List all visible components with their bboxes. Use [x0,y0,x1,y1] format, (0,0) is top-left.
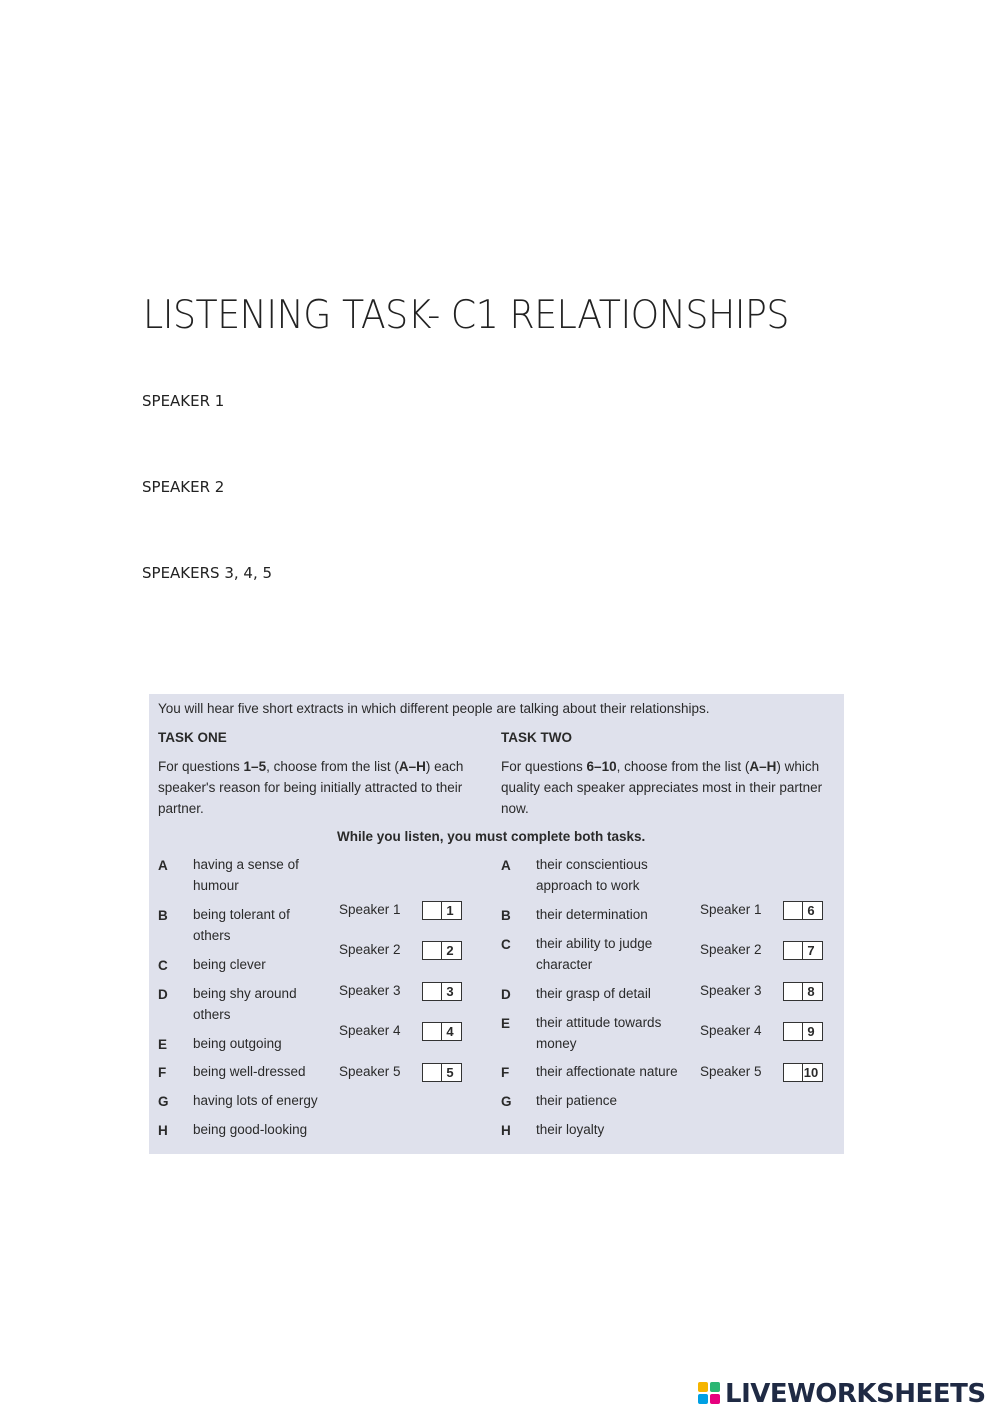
task-intro: You will hear five short extracts in which different people are talking about their relationships. [158,701,710,716]
liveworksheets-logo-icon [698,1382,722,1406]
task-two-option-f: their affectionate nature [536,1064,678,1079]
task-two-speaker-5-label: Speaker 5 [700,1064,762,1079]
answer-box-3[interactable]: 3 [422,982,462,1001]
liveworksheets-logo[interactable] [698,1377,986,1411]
task-one-option-a: having a sense of humour [193,857,299,893]
task-two-option-g: their patience [536,1093,618,1108]
task-two-option-e-letter: E [501,1016,511,1031]
task-two-option-e: their attitude towards money [536,1015,662,1051]
task-one-option-b-letter: B [158,908,168,923]
task-two-option-b: their determination [536,907,648,922]
answer-box-7[interactable]: 7 [783,941,823,960]
task-two-option-a-letter: A [501,858,511,873]
task-one-speaker-2-label: Speaker 2 [339,942,401,957]
task-two-heading: TASK TWO [501,730,572,745]
answer-box-8[interactable]: 8 [783,982,823,1001]
task-two-option-f-letter: F [501,1065,510,1080]
task-one-option-b: being tolerant of others [193,907,290,943]
task-one-speaker-1-label: Speaker 1 [339,902,401,917]
answer-box-4[interactable]: 4 [422,1022,462,1041]
speakers-3-4-5-label: SPEAKERS 3, 4, 5 [142,564,273,582]
liveworksheets-logo-text: LIVEWORKSHEETS [725,1379,986,1409]
task-two-instruction-line-2: quality each speaker appreciates most in their partner [501,780,823,795]
task-two-instruction-line-3: now. [501,801,529,816]
task-two-option-c: their ability to judge character [536,936,653,972]
task-two-option-h: their loyalty [536,1122,605,1137]
task-one-option-d: being shy around others [193,986,297,1022]
task-one-option-d-letter: D [158,987,168,1002]
task-one-instruction-line-2: speaker's reason for being initially attracted to their [158,780,463,795]
answer-box-5[interactable]: 5 [422,1063,462,1082]
task-two-instructions [501,756,822,819]
task-one-speaker-5-label: Speaker 5 [339,1064,401,1079]
task-one-option-g-letter: G [158,1094,169,1109]
task-two-option-g-letter: G [501,1094,512,1109]
task-one-instruction-line-1: For questions 1–5, choose from the list (A–H) each [158,759,464,774]
page-title: LISTENING TASK- C1 RELATIONSHIPS [143,293,789,338]
task-one-option-e: being outgoing [193,1036,282,1051]
task-one-option-a-letter: A [158,858,168,873]
task-one-option-c: being clever [193,957,266,972]
task-one-speaker-3-label: Speaker 3 [339,983,401,998]
answer-box-1[interactable]: 1 [422,901,462,920]
task-one-option-c-letter: C [158,958,168,973]
task-one-heading: TASK ONE [158,730,227,745]
task-one-option-h: being good-looking [193,1122,308,1137]
task-one-option-f: being well-dressed [193,1064,306,1079]
task-two-instruction-line-1: For questions 6–10, choose from the list (A–H) which [501,759,820,774]
answer-box-6[interactable]: 6 [783,901,823,920]
task-one-option-h-letter: H [158,1123,168,1138]
task-one-option-f-letter: F [158,1065,167,1080]
speaker-1-label: SPEAKER 1 [142,392,225,410]
task-one-instructions [158,756,463,819]
task-two-option-b-letter: B [501,908,511,923]
task-two-option-h-letter: H [501,1123,511,1138]
task-two-option-c-letter: C [501,937,511,952]
speaker-2-label: SPEAKER 2 [142,478,225,496]
task-one-option-e-letter: E [158,1037,168,1052]
listen-note: While you listen, you must complete both tasks. [337,829,646,844]
task-one-instruction-line-3: partner. [158,801,204,816]
task-two-option-d-letter: D [501,987,511,1002]
task-two-speaker-1-label: Speaker 1 [700,902,762,917]
task-one-speaker-4-label: Speaker 4 [339,1023,401,1038]
task-two-option-d: their grasp of detail [536,986,651,1001]
task-two-speaker-4-label: Speaker 4 [700,1023,762,1038]
answer-box-2[interactable]: 2 [422,941,462,960]
task-two-speaker-3-label: Speaker 3 [700,983,762,998]
task-one-option-g: having lots of energy [193,1093,318,1108]
exam-task-box [149,694,844,1154]
task-two-option-a: their conscientious approach to work [536,857,648,893]
answer-box-10[interactable]: 10 [783,1063,823,1082]
task-two-speaker-2-label: Speaker 2 [700,942,762,957]
answer-box-9[interactable]: 9 [783,1022,823,1041]
